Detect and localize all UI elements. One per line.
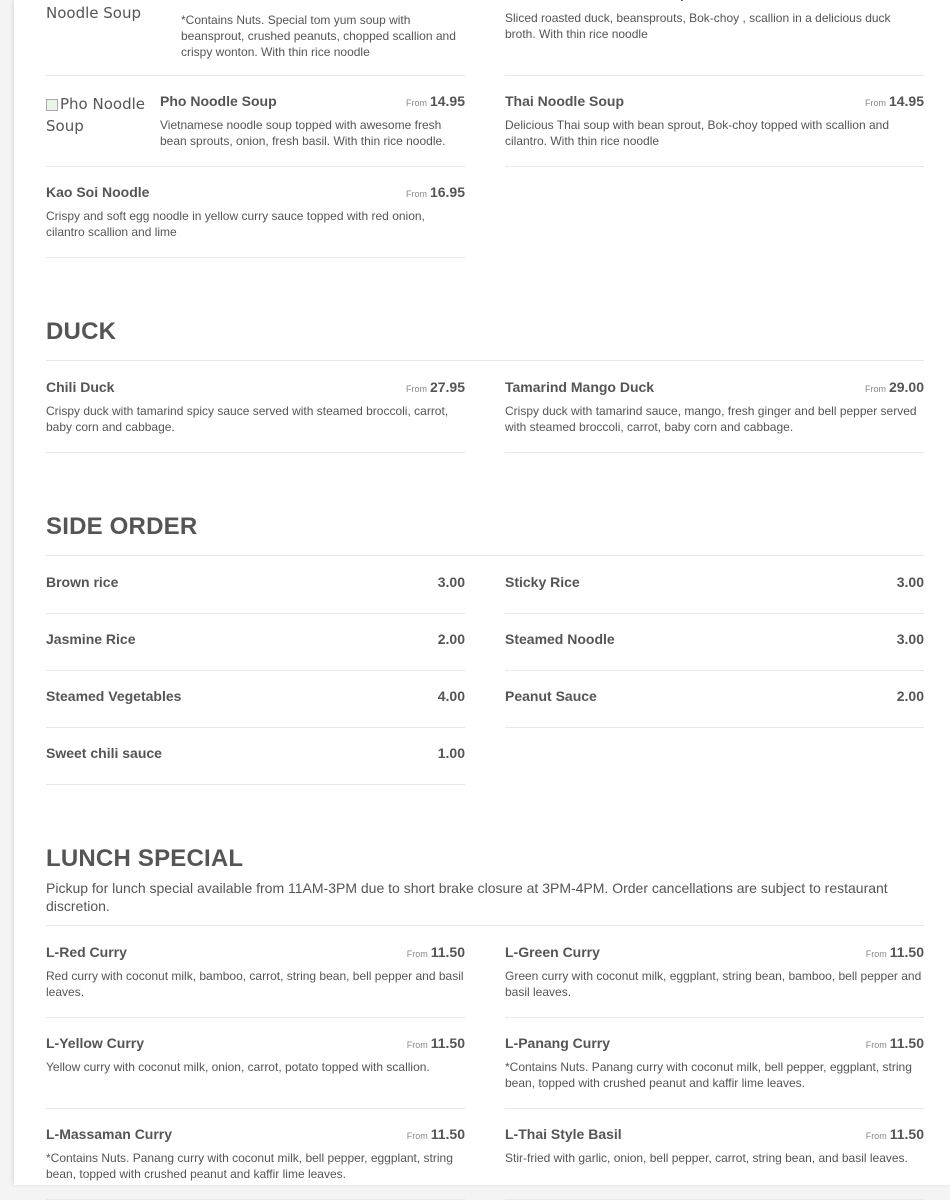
menu-item-steamed-noodle[interactable] <box>505 631 924 671</box>
menu-item-roasted-duck-noodle-soup[interactable] <box>505 0 924 76</box>
section-title-lunch-special: LUNCH SPECIAL <box>46 845 244 872</box>
item-price: 3.00 <box>896 574 924 590</box>
item-description: *Contains Nuts. Panang curry with coconut milk, bell pepper, eggplant, string bean, topped with crushed peanut and kaffir lime leaves. <box>46 1151 453 1181</box>
menu-item-steamed-vegetables[interactable] <box>46 688 465 728</box>
item-name: Steamed Noodle <box>505 631 615 647</box>
item-price: From 11.50 <box>406 944 465 960</box>
item-description: Green curry with coconut milk, eggplant, string bean, bamboo, bell pepper and basil leaves. <box>505 969 922 999</box>
item-price: From 11.50 <box>865 1126 924 1142</box>
item-name: Peanut Sauce <box>505 688 597 704</box>
item-price: 4.00 <box>437 688 465 704</box>
item-price: 1.00 <box>437 745 465 761</box>
menu-item-kao-soi-noodle[interactable] <box>46 184 465 258</box>
menu-item-l-thai-style-basil[interactable] <box>505 1126 924 1200</box>
item-price: From 29.00 <box>864 379 924 395</box>
broken-image-icon <box>46 99 58 111</box>
item-name: Sweet chili sauce <box>46 745 162 761</box>
item-price: 3.00 <box>896 631 924 647</box>
section-title-side-order: SIDE ORDER <box>46 513 198 540</box>
menu-item-l-red-curry[interactable] <box>46 944 465 1018</box>
item-description: Crispy and soft egg noodle in yellow curry sauce topped with red onion, cilantro scallion and lime <box>46 209 425 239</box>
item-description: Stir-fried with garlic, onion, bell pepper, carrot, string bean, and basil leaves. <box>505 1151 908 1165</box>
item-description: Sliced roasted duck, beansprouts, Bok-choy , scallion in a delicious duck broth. With thin rice noodle <box>505 11 891 41</box>
item-price: From 11.50 <box>406 1035 465 1051</box>
item-description: Crispy duck with tamarind spicy sauce served with steamed broccoli, carrot, baby corn and cabbage. <box>46 404 449 434</box>
item-price: From 14.95 <box>864 93 924 109</box>
menu-item-l-yellow-curry[interactable] <box>46 1035 465 1109</box>
menu-item-sweet-chili-sauce[interactable] <box>46 745 465 785</box>
item-name: Jasmine Rice <box>46 631 136 647</box>
menu-item-chili-duck[interactable] <box>46 379 465 453</box>
section-title-duck: DUCK <box>46 318 117 345</box>
menu-item-tamarind-mango-duck[interactable] <box>505 379 924 453</box>
item-price: From 14.95 <box>405 93 465 109</box>
item-name: Tamarind Mango Duck <box>505 379 655 395</box>
item-name: L-Red Curry <box>46 944 127 960</box>
item-image: Pho Noodle Soup <box>46 95 145 135</box>
section-divider <box>46 360 924 361</box>
section-divider <box>46 555 924 556</box>
menu-item-brown-rice[interactable] <box>46 574 465 614</box>
menu-item-sticky-rice[interactable] <box>505 574 924 614</box>
item-name: Steamed Vegetables <box>46 688 182 704</box>
section-note: Pickup for lunch special available from 11AM-3PM due to short brake closure at 3PM-4PM. Order cancellations are subject to restaurant discretion. <box>46 880 888 914</box>
item-description: Yellow curry with coconut milk, onion, carrot, potato topped with scallion. <box>46 1060 430 1074</box>
menu-item-peanut-sauce[interactable] <box>505 688 924 728</box>
menu-item-jasmine-rice[interactable] <box>46 631 465 671</box>
item-description: Crispy duck with tamarind sauce, mango, fresh ginger and bell pepper served with steamed broccoli, carrot, baby corn and cabbage. <box>505 404 917 434</box>
item-description: Delicious Thai soup with bean sprout, Bok-choy topped with scallion and cilantro. With thin rice noodle <box>505 118 889 148</box>
item-name: Brown rice <box>46 574 119 590</box>
menu-item-l-green-curry[interactable] <box>505 944 924 1018</box>
menu-item-thai-noodle-soup[interactable] <box>505 93 924 167</box>
item-price: From 11.50 <box>406 1126 465 1142</box>
menu-item-tom-yum-noodle-soup[interactable] <box>46 0 465 76</box>
item-price: From 11.50 <box>865 944 924 960</box>
item-name: L-Yellow Curry <box>46 1035 145 1051</box>
menu-item-l-massaman-curry[interactable] <box>46 1126 465 1200</box>
item-name <box>505 0 689 1</box>
item-name: Thai Noodle Soup <box>505 93 624 109</box>
menu-panel <box>14 0 950 1185</box>
item-price: From 11.50 <box>865 1035 924 1051</box>
item-price <box>865 0 924 1</box>
menu-item-pho-noodle-soup[interactable] <box>46 93 465 167</box>
item-name: L-Panang Curry <box>505 1035 611 1051</box>
item-price: 2.00 <box>437 631 465 647</box>
item-description: Red curry with coconut milk, bamboo, carrot, string bean, bell pepper and basil leaves. <box>46 969 464 999</box>
section-divider <box>46 925 924 926</box>
item-name: L-Massaman Curry <box>46 1126 173 1142</box>
item-name: L-Thai Style Basil <box>505 1126 622 1142</box>
item-description: *Contains Nuts. Special tom yum soup with beansprout, crushed peanuts, chopped scallion and crispy wonton. With thin rice noodle <box>181 13 456 59</box>
item-price: 2.00 <box>896 688 924 704</box>
item-price: From 16.95 <box>405 184 465 200</box>
item-price: From 27.95 <box>405 379 465 395</box>
item-price: 3.00 <box>437 574 465 590</box>
menu-item-l-panang-curry[interactable] <box>505 1035 924 1109</box>
item-image: Noodle Soup <box>46 4 141 22</box>
item-name: Sticky Rice <box>505 574 580 590</box>
item-name: Pho Noodle Soup <box>160 93 277 109</box>
item-name: L-Green Curry <box>505 944 600 960</box>
item-name: Kao Soi Noodle <box>46 184 150 200</box>
item-name: Chili Duck <box>46 379 115 395</box>
item-description: Vietnamese noodle soup topped with awesome fresh bean sprouts, onion, fresh basil. With thin rice noodle. <box>160 118 446 148</box>
item-description: *Contains Nuts. Panang curry with coconut milk, bell pepper, eggplant, string bean, topped with crushed peanut and kaffir lime leaves. <box>505 1060 912 1090</box>
